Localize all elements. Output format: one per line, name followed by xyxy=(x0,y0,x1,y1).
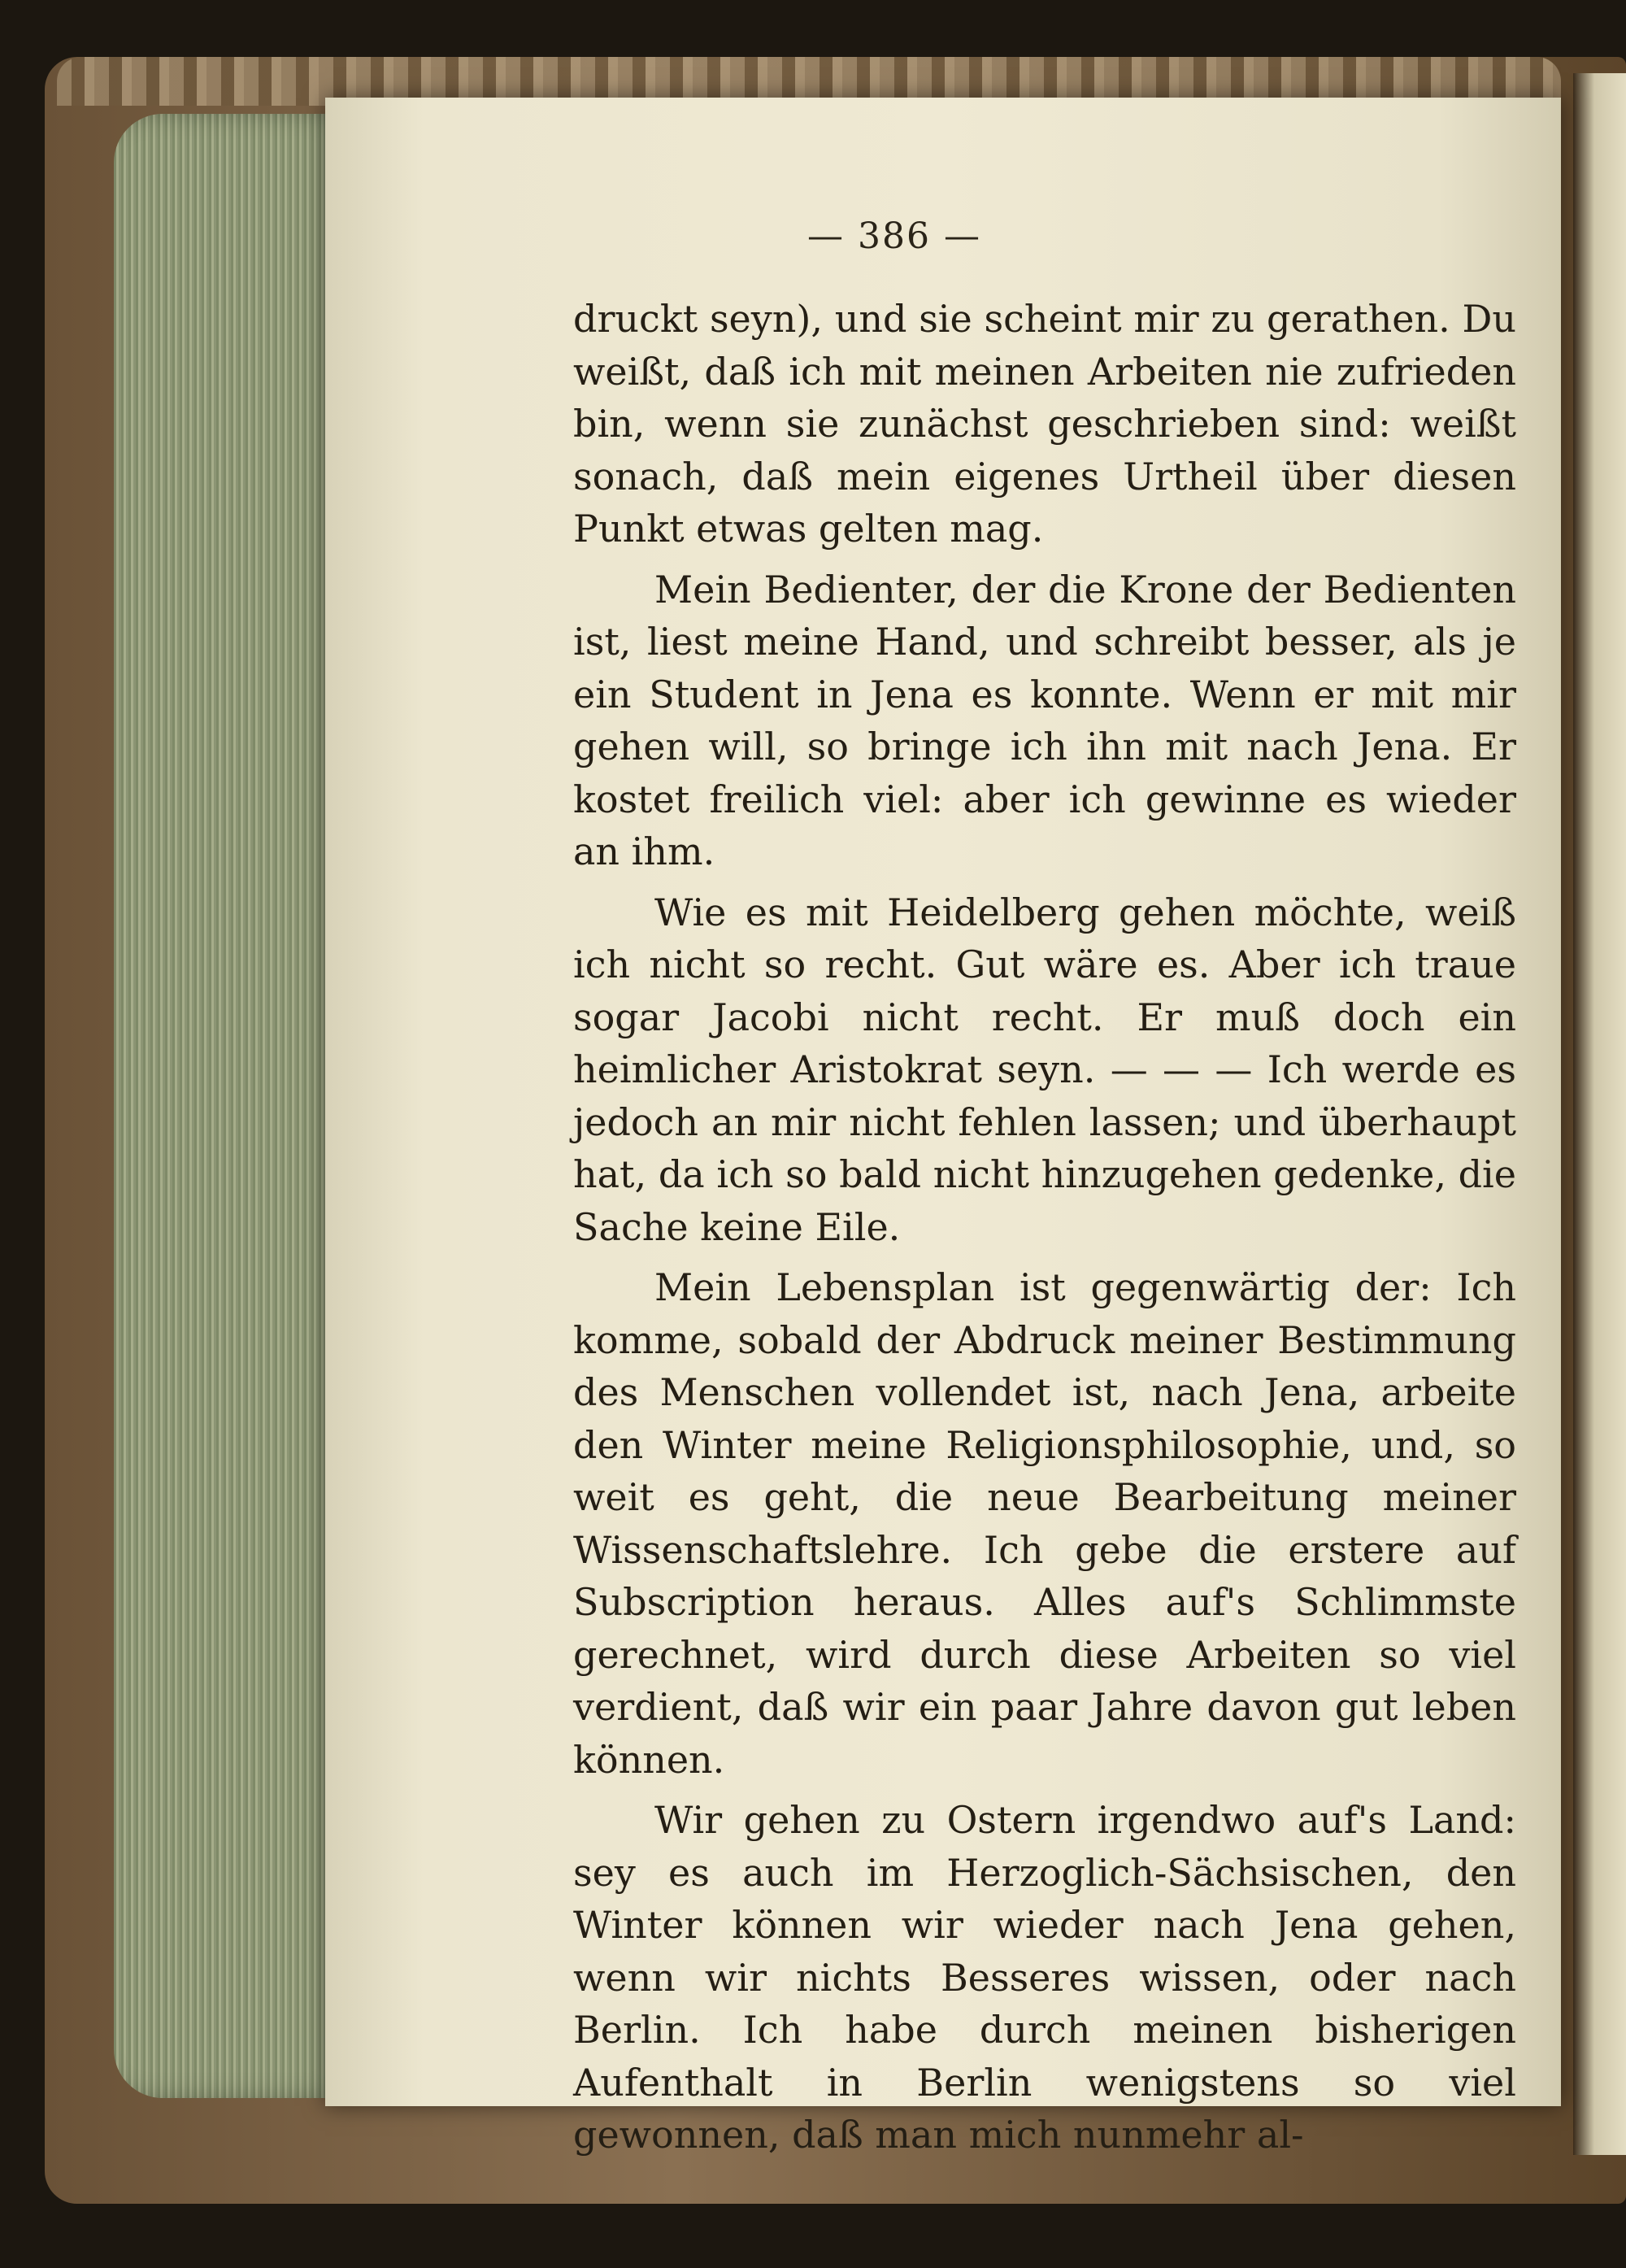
paragraph: Wir gehen zu Ostern irgendwo auf's Land: sey es auch im Herzoglich-Sächsischen, den Winter können wir wieder nach Jena gehen, wenn wir nichts Besseres wissen, oder nach Berlin. Ich habe durch meinen bisherigen Aufenthalt in Berlin wenigstens so viel gewonnen, daß man mich nunmehr al- xyxy=(573,1798,1516,2157)
paragraph: Mein Bedienter, der die Krone der Bedienten ist, liest meine Hand, und schreibt besser, als je ein Student in Jena es konnte. Wenn er mit mir gehen will, so bringe ich ihn mit nach Jena. Er kostet freilich viel: aber ich gewinne es wieder an ihm. xyxy=(573,567,1516,873)
paragraph: Mein Lebensplan ist gegenwärtig der: Ich komme, sobald der Abdruck meiner Bestimmung des Menschen vollendet ist, nach Jena, arbeite den Winter meine Religionsphilosophie, und, so weit es geht, die neue Bearbeitung meiner Wissenschaftslehre. Ich gebe die erstere auf Subscription heraus. Alles auf's Schlimmste gerechnet, wird durch diese Arbeiten so viel verdient, daß wir ein paar Jahre davon gut leben können. xyxy=(573,1265,1516,1782)
facing-page-edge xyxy=(1573,73,1626,2155)
page-body-text xyxy=(573,293,1516,2170)
page-block-edges xyxy=(114,114,358,2098)
page-number: — 386 — xyxy=(807,215,981,257)
paragraph: Wie es mit Heidelberg gehen möchte, weiß ich nicht so recht. Gut wäre es. Aber ich traue sogar Jacobi nicht recht. Er muß doch ein heimlicher Aristokrat seyn. — — — Ich werde es jedoch an mir nicht fehlen lassen; und überhaupt hat, da ich so bald nicht hinzugehen gedenke, die Sache keine Eile. xyxy=(573,890,1516,1249)
paragraph: druckt seyn), und sie scheint mir zu gerathen. Du weißt, daß ich mit meinen Arbeiten nie zufrieden bin, wenn sie zunächst geschrieben sind: weißt sonach, daß mein eigenes Urtheil über diesen Punkt etwas gelten mag. xyxy=(573,297,1516,551)
